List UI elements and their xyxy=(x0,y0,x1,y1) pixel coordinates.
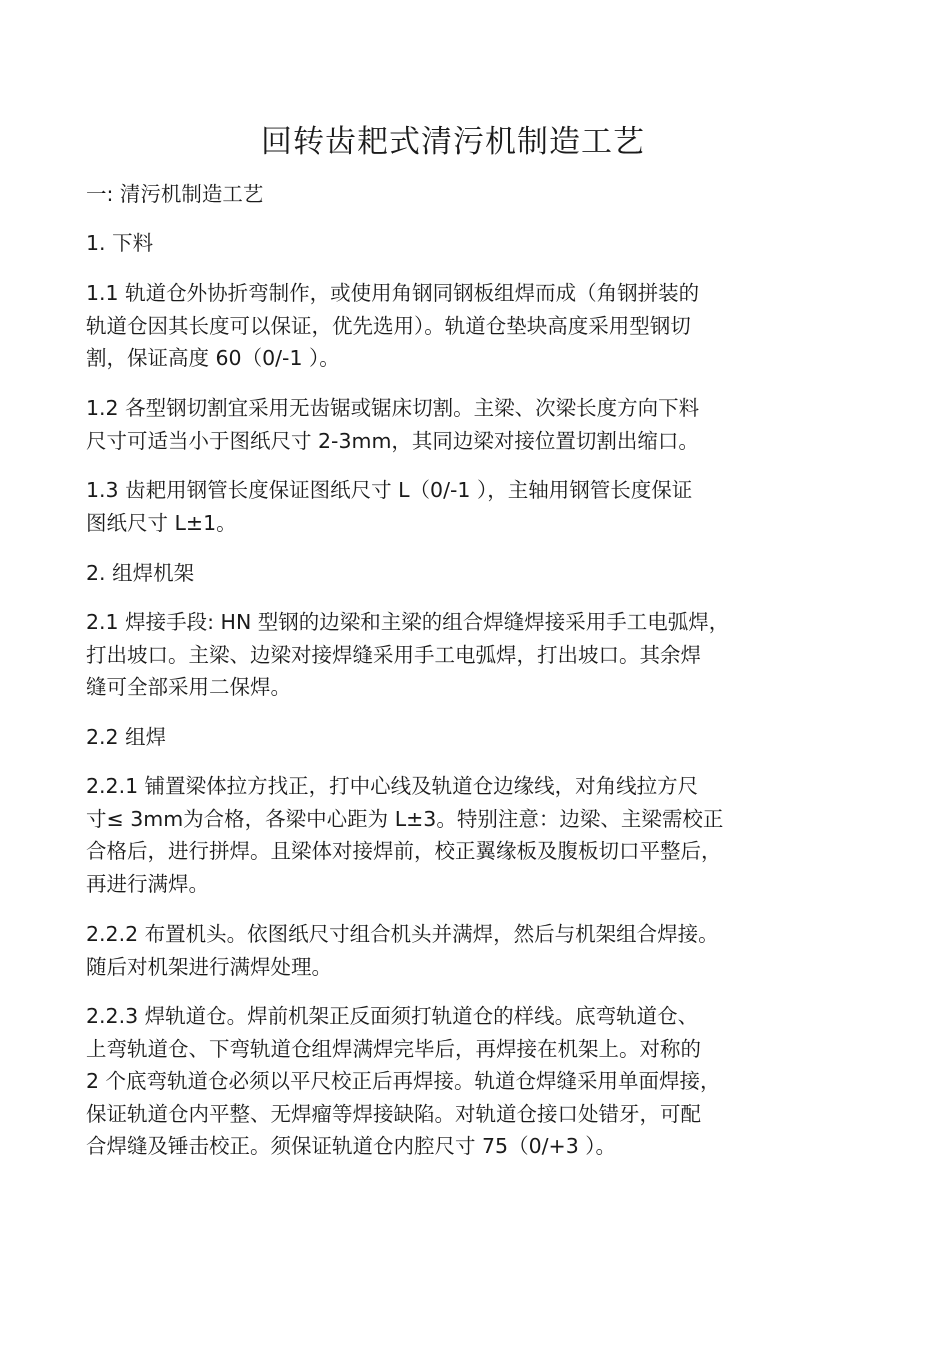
subsection-heading-2 xyxy=(86,557,826,590)
text-line: 图纸尺寸 L±1。 xyxy=(86,510,237,535)
text-line: 一: 清污机制造工艺 xyxy=(86,182,264,206)
text-line: 打出坡口。主梁、边梁对接焊缝采用手工电弧焊，打出坡口。其余焊 xyxy=(86,642,701,667)
text-line: 2.2.1 铺置梁体拉方找正，打中心线及轨道仓边缘线，对角线拉方尺 xyxy=(86,774,699,798)
paragraph-2-1 xyxy=(86,606,826,704)
text-line: 2. 组焊机架 xyxy=(86,561,195,585)
text-line: 尺寸可适当小于图纸尺寸 2-3mm，其同边梁对接位置切割出缩口。 xyxy=(86,428,699,453)
paragraph-1-2 xyxy=(86,392,826,457)
text-line: 缝可全部采用二保焊。 xyxy=(86,675,291,699)
text-line: 合格后，进行拼焊。且梁体对接焊前，校正翼缘板及腹板切口平整后， xyxy=(86,839,722,863)
text-line: 随后对机架进行满焊处理。 xyxy=(86,954,332,979)
text-line: 2 个底弯轨道仓必须以平尺校正后再焊接。轨道仓焊缝采用单面焊接， xyxy=(86,1069,721,1093)
text-line: 寸≤ 3mm为合格，各梁中心距为 L±3。特别注意：边梁、主梁需校正 xyxy=(86,806,724,831)
text-line: 2.2.2 布置机头。依图纸尺寸组合机头并满焊，然后与机架组合焊接。 xyxy=(86,922,719,946)
document-title: 回转齿耙式清污机制造工艺 xyxy=(261,124,645,160)
text-line: 合焊缝及锤击校正。须保证轨道仓内腔尺寸 75（0/+3 ）。 xyxy=(86,1134,617,1158)
subsection-heading-1 xyxy=(86,227,826,260)
text-line: 2.1 焊接手段: HN 型钢的边梁和主梁的组合焊缝焊接采用手工电弧焊， xyxy=(86,610,730,634)
text-line: 1.2 各型钢切割宜采用无齿锯或锯床切割。主梁、次梁长度方向下料 xyxy=(86,396,700,420)
text-line: 轨道仓因其长度可以保证，优先选用）。轨道仓垫块高度采用型钢切 xyxy=(86,313,691,338)
text-line: 割，保证高度 60（0/-1 ）。 xyxy=(86,346,340,370)
text-line: 1. 下料 xyxy=(86,231,154,255)
text-line: 保证轨道仓内平整、无焊瘤等焊接缺陷。对轨道仓接口处错牙，可配 xyxy=(86,1101,701,1126)
text-line: 上弯轨道仓、下弯轨道仓组焊满焊完毕后，再焊接在机架上。对称的 xyxy=(86,1036,701,1061)
paragraph-2-2-1 xyxy=(86,770,826,900)
paragraph-1-1 xyxy=(86,277,826,375)
paragraph-2-2-3 xyxy=(86,1000,826,1163)
paragraph-2-2-2 xyxy=(86,918,826,983)
paragraph-1-3 xyxy=(86,474,826,539)
text-line: 1.1 轨道仓外协折弯制作，或使用角钢同钢板组焊而成（角钢拼装的 xyxy=(86,281,700,305)
text-line: 2.2.3 焊轨道仓。焊前机架正反面须打轨道仓的样线。底弯轨道仓、 xyxy=(86,1004,699,1028)
text-line: 1.3 齿耙用钢管长度保证图纸尺寸 L（0/-1 ），主轴用钢管长度保证 xyxy=(86,478,693,502)
text-line: 2.2 组焊 xyxy=(86,725,167,749)
text-line: 再进行满焊。 xyxy=(86,871,209,896)
section-heading-1 xyxy=(86,178,826,211)
subsection-heading-2-2 xyxy=(86,721,826,754)
